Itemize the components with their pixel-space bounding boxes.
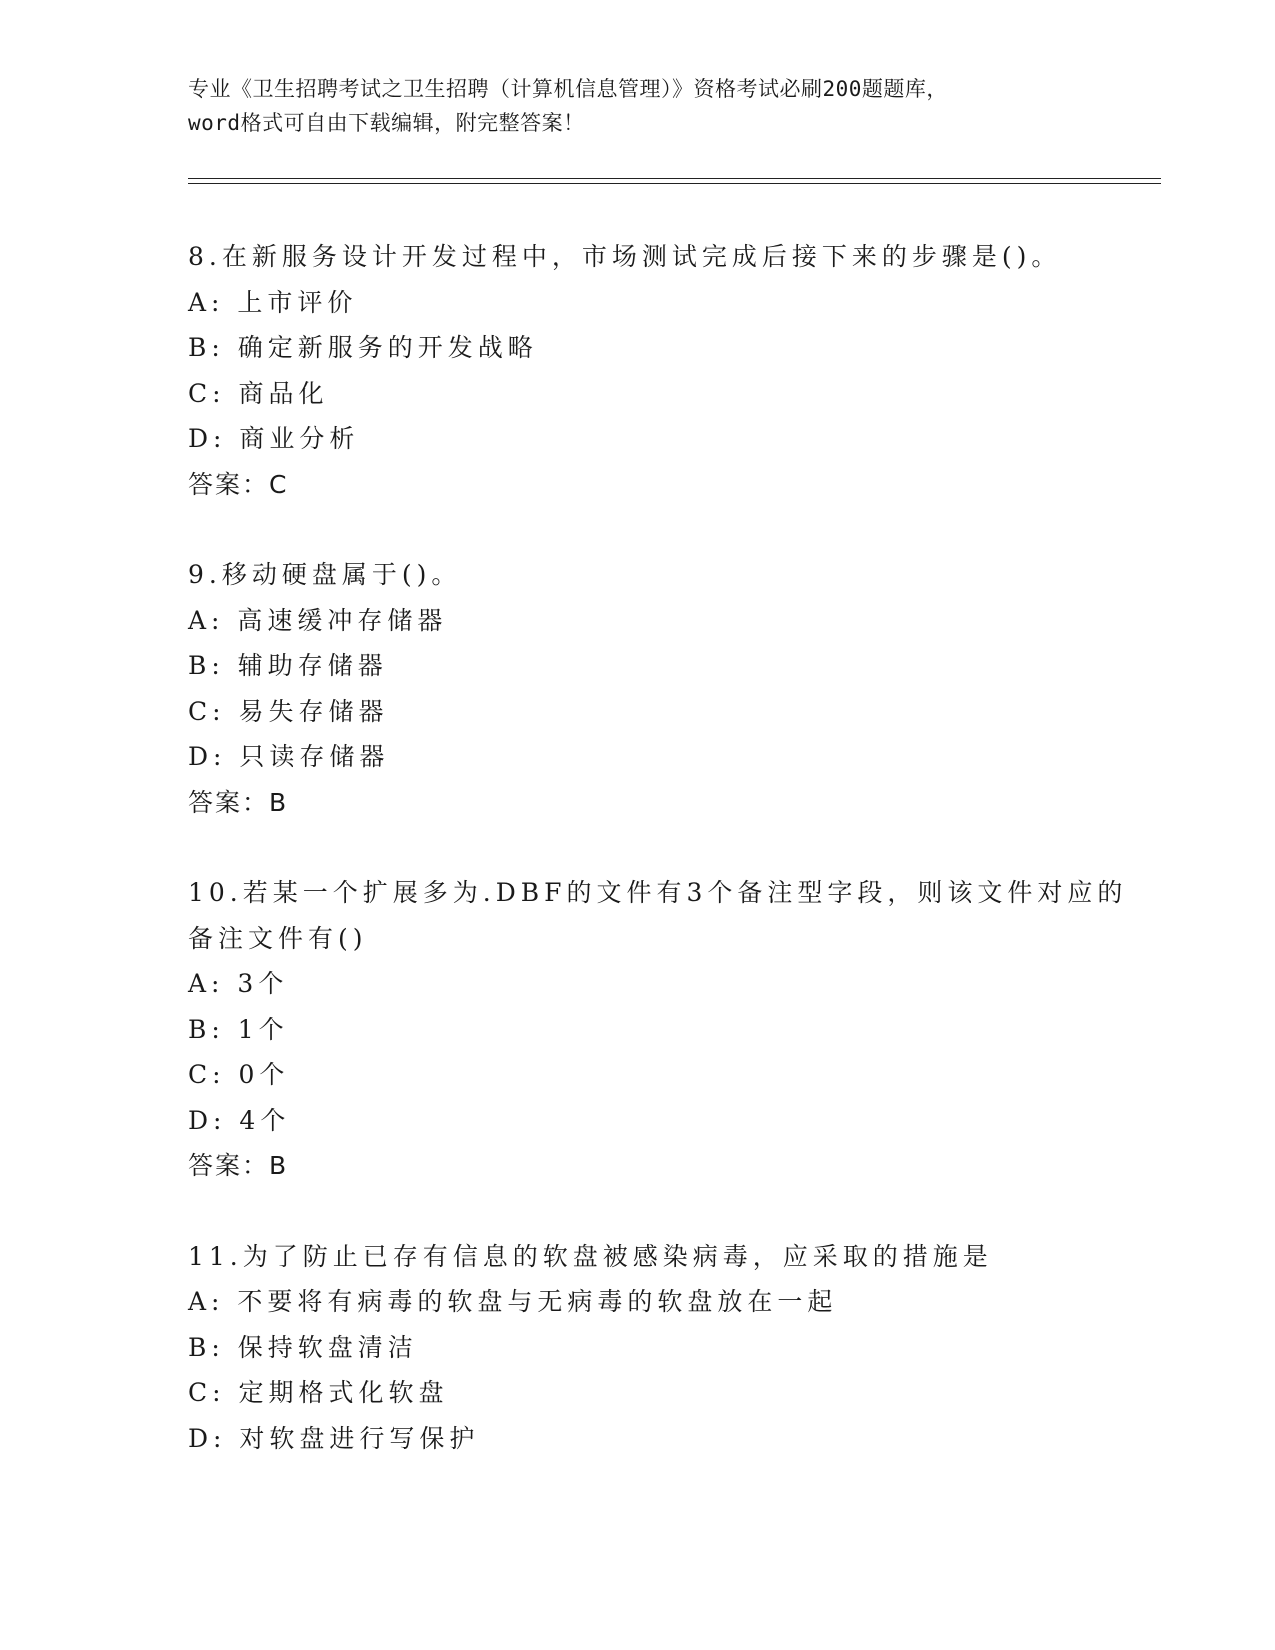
answer-label: 答案：C: [188, 469, 289, 499]
question-stem: 8.在新服务设计开发过程中，市场测试完成后接下来的步骤是()。: [188, 242, 1062, 271]
header-line-2: word格式可自由下载编辑，附完整答案！: [188, 111, 585, 135]
option-b: B: 1个: [188, 1014, 289, 1044]
question-list: [188, 234, 1168, 1506]
option-c: C: 商品化: [188, 378, 329, 408]
header-divider-top: [188, 178, 1161, 179]
question-stem-continued: 备注文件有(): [188, 923, 368, 953]
document-header: [188, 72, 1088, 140]
option-a: A: 不要将有病毒的软盘与无病毒的软盘放在一起: [188, 1287, 838, 1316]
option-c: C: 0个: [188, 1060, 290, 1089]
answer-label: 答案：B: [188, 787, 289, 817]
option-d: D: 对软盘进行写保护: [188, 1423, 480, 1453]
option-d: D: 4个: [188, 1105, 291, 1135]
question-11: [188, 1234, 1168, 1462]
option-b: B: 确定新服务的开发战略: [188, 333, 538, 362]
option-d: D: 商业分析: [188, 424, 360, 453]
question-10: [188, 870, 1168, 1189]
option-c: C: 定期格式化软盘: [188, 1378, 449, 1407]
question-stem: 11.为了防止已存有信息的软盘被感染病毒，应采取的措施是: [188, 1241, 993, 1271]
header-line-1: 专业《卫生招聘考试之卫生招聘（计算机信息管理）》资格考试必刷200题题库，: [188, 77, 948, 101]
answer-label: 答案：B: [188, 1151, 289, 1180]
option-a: A: 上市评价: [188, 287, 358, 317]
option-d: D: 只读存储器: [188, 742, 390, 771]
option-c: C: 易失存储器: [188, 696, 389, 726]
header-divider-bottom: [188, 183, 1161, 184]
option-b: B: 保持软盘清洁: [188, 1332, 418, 1362]
question-stem: 9.移动硬盘属于()。: [188, 560, 462, 589]
option-a: A: 高速缓冲存储器: [188, 605, 448, 635]
question-8: [188, 234, 1168, 507]
option-b: B: 辅助存储器: [188, 651, 388, 680]
question-stem: 10.若某一个扩展多为.DBF的文件有3个备注型字段，则该文件对应的: [188, 878, 1128, 907]
question-9: [188, 552, 1168, 825]
option-a: A: 3个: [188, 969, 289, 998]
